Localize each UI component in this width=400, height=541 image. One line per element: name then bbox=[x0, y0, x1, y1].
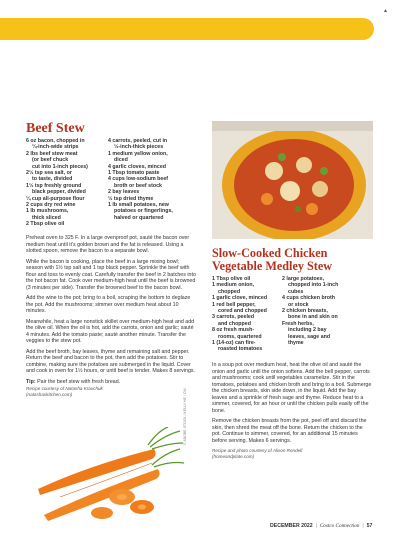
ingredient-line: 1½ tsp freshly ground bbox=[26, 182, 82, 189]
credit-line: Recipe and photo courtesy of Alison Rendell bbox=[212, 448, 303, 453]
ingredient-line: cubes bbox=[288, 288, 304, 295]
ingredient-line: diced bbox=[114, 157, 128, 164]
tip-label: Tip: bbox=[26, 378, 36, 385]
ingredient-line: to taste, divided bbox=[32, 176, 73, 183]
credit-line: (natashaskitchen.com) bbox=[26, 391, 73, 397]
direction-paragraph: Preheat oven to 325 F. In a large ovenproof pot, sauté the bacon over medium heat until it’s golden brown and the fat is released. Using a slotted spoon, remove the bacon to a separate bowl. bbox=[26, 235, 190, 254]
footer-month: DECEMBER 2022 bbox=[270, 523, 313, 529]
credit-line: Recipe courtesy of Natasha Kravchuk bbox=[26, 386, 103, 391]
ingredient-line: ¼ cup all-purpose flour bbox=[26, 195, 85, 202]
ingredient-line: 2 lbs beef stew meat bbox=[26, 150, 78, 157]
recipe-credit bbox=[212, 448, 372, 459]
ingredient-line: 8 oz fresh mush- bbox=[212, 327, 255, 334]
ingredient-line: 1 Tbsp tomato paste bbox=[108, 170, 160, 177]
ingredient-line: ½-inch-thick pieces bbox=[114, 144, 164, 151]
photo-credit: © ADOBE STOCK / KELLY HE / CW bbox=[183, 388, 187, 445]
direction-paragraph: While the bacon is cooking, place the beef in a large mixing bowl; season with 1½ tsp salt and 1 tsp black pepper. Sprinkle the beef with flour and toss to evenly coat. Carefully transfer the beef in 2 batches into the hot bacon fat. Cook over medium-high heat until the beef is browned (3 minutes per side). Transfer the browned beef to the bacon bowl. bbox=[26, 258, 196, 291]
decorative-yellow-band bbox=[0, 18, 374, 40]
ingredient-line: bone in and skin on bbox=[288, 314, 338, 321]
ingredient-line: 4 garlic cloves, minced bbox=[108, 163, 166, 170]
recipe-credit bbox=[26, 386, 196, 397]
ingredient-line: thick sliced bbox=[32, 214, 61, 221]
ingredient-line: 4 carrots, peeled, cut in bbox=[108, 138, 168, 144]
ingredient-line: 2 chicken breasts, bbox=[282, 308, 328, 315]
ingredient-line: 2½ tsp sea salt, or bbox=[26, 170, 72, 177]
ingredient-line: 1 lb mushrooms, bbox=[26, 208, 69, 215]
chicken-stew-ingredients-left bbox=[212, 276, 267, 353]
ingredient-line: (or beef chuck bbox=[32, 157, 69, 164]
ingredient-line: or stock bbox=[288, 301, 309, 308]
ingredient-line: 2 large potatoes, bbox=[282, 276, 325, 282]
chicken-stew-ingredients-right bbox=[282, 276, 338, 346]
tip-line bbox=[26, 379, 196, 386]
ingredient-line: broth or beef stock bbox=[114, 182, 162, 189]
beef-stew-ingredients-right bbox=[108, 138, 173, 221]
direction-paragraph: Add the beef broth, bay leaves, thyme and remaining salt and pepper. Return the beef and bacon to the pot, then add the potatoes. Stir to combine, making sure the potatoes are submerged in the liquid. Cover and cook in oven for 1½ hours, or until beef is tender. Makes 8 servings. bbox=[26, 348, 196, 374]
chicken-stew-photo bbox=[212, 121, 373, 239]
ingredient-line: 3 carrots, peeled bbox=[212, 314, 255, 321]
carrot-greens bbox=[148, 427, 184, 467]
ingredient-line: 1 garlic clove, minced bbox=[212, 295, 268, 302]
ingredient-line: 1 medium yellow onion, bbox=[108, 150, 168, 157]
direction-paragraph: In a soup pot over medium heat, heat the olive oil and sauté the onion and garlic until the onion softens. Add the bell pepper, carrots and mushrooms; cook until vegetables caramelize. Stir in the tomatoes, potatoes and chicken broth and bring to a boil. Submerge the chicken breasts, skin side down, in the liquid. Add the bay leaves and a sprinkle of fresh sage and thyme. Reduce heat to a simmer, covered, for an hour or until the chicken pulls easily off the bone. bbox=[212, 362, 372, 414]
credit-line: (homeandplate.com) bbox=[212, 453, 255, 459]
ingredient-line: 1 lb small potatoes, new bbox=[108, 202, 169, 209]
ingredient-line: roasted tomatoes bbox=[218, 346, 263, 353]
carrots-photo bbox=[30, 427, 185, 522]
page-footer: DECEMBER 2022 | Costco Connection | 57 bbox=[270, 523, 373, 529]
ingredient-line: chopped into 1-inch bbox=[288, 282, 339, 289]
ingredient-line: 4 cups low-sodium beef bbox=[108, 176, 169, 183]
ingredient-line: including 2 bay bbox=[288, 327, 327, 334]
title-line: Slow-Cooked Chicken bbox=[212, 246, 328, 260]
ingredient-line: chopped bbox=[218, 288, 241, 295]
ingredient-line: rooms, quartered bbox=[218, 333, 262, 340]
direction-paragraph: Meanwhile, heat a large nonstick skillet over medium-high heat and add the olive oil. When the oil is hot, add the carrots, onion and garlic; sauté 4 minutes. Add the tomato paste; sauté another minute. Transfer the veggies to the stew pot. bbox=[26, 318, 195, 344]
ingredient-line: black pepper, divided bbox=[32, 189, 86, 196]
ingredient-line: 6 oz bacon, chopped in bbox=[26, 138, 85, 144]
ingredient-line: 2 cups dry red wine bbox=[26, 202, 76, 209]
direction-paragraph: Add the wine to the pot; bring to a boil, scraping the bottom to deglaze the pot. Add the mushrooms; simmer over medium heat about 10 minutes. bbox=[26, 295, 191, 314]
ingredient-line: 4 cups chicken broth bbox=[282, 295, 335, 302]
corner-marker-icon: ▲ bbox=[383, 8, 388, 14]
ingredient-line: cut into 1-inch pieces) bbox=[32, 163, 88, 170]
ingredient-line: 2 bay leaves bbox=[108, 189, 140, 196]
ingredient-line: 1 medium onion, bbox=[212, 282, 255, 289]
ingredient-line: thyme bbox=[288, 340, 304, 347]
ingredient-line: potatoes or fingerlings, bbox=[114, 208, 173, 215]
title-line: Vegetable Medley Stew bbox=[212, 259, 333, 273]
ingredient-line: 1 Tbsp olive oil bbox=[212, 276, 251, 282]
recipe-title-beef-stew: Beef Stew bbox=[26, 121, 85, 136]
ingredient-line: and chopped bbox=[218, 320, 251, 327]
beef-stew-directions bbox=[26, 235, 196, 397]
footer-page-number: 57 bbox=[366, 523, 373, 529]
ingredient-line: ½ tsp dried thyme bbox=[108, 195, 154, 202]
ingredient-line: cored and chopped bbox=[218, 308, 267, 315]
ingredient-line: leaves, sage and bbox=[288, 333, 331, 340]
ingredient-line: ¼-inch-wide strips bbox=[32, 144, 79, 151]
direction-paragraph: Remove the chicken breasts from the pot, peel off and discard the skin, then shred the meat off the bone. Return the chicken to the pot. Continue to simmer, covered, for an additional 15 minutes before serving. Makes 6 servings. bbox=[212, 418, 367, 444]
ingredient-line: 1 (14-oz) can fire- bbox=[212, 340, 256, 347]
ingredient-line: 1 red bell pepper, bbox=[212, 301, 256, 308]
ingredient-line: Fresh herbs, bbox=[282, 320, 314, 327]
chicken-stew-directions bbox=[212, 362, 372, 459]
ingredient-line: halved or quartered bbox=[114, 214, 164, 221]
recipe-title-chicken-stew bbox=[212, 247, 372, 273]
ingredient-line: 2 Tbsp olive oil bbox=[26, 221, 65, 228]
footer-magazine: Costco Connection bbox=[319, 523, 360, 529]
beef-stew-ingredients-left bbox=[26, 138, 88, 228]
tip-text: Pair the beef stew with fresh bread. bbox=[37, 378, 121, 385]
